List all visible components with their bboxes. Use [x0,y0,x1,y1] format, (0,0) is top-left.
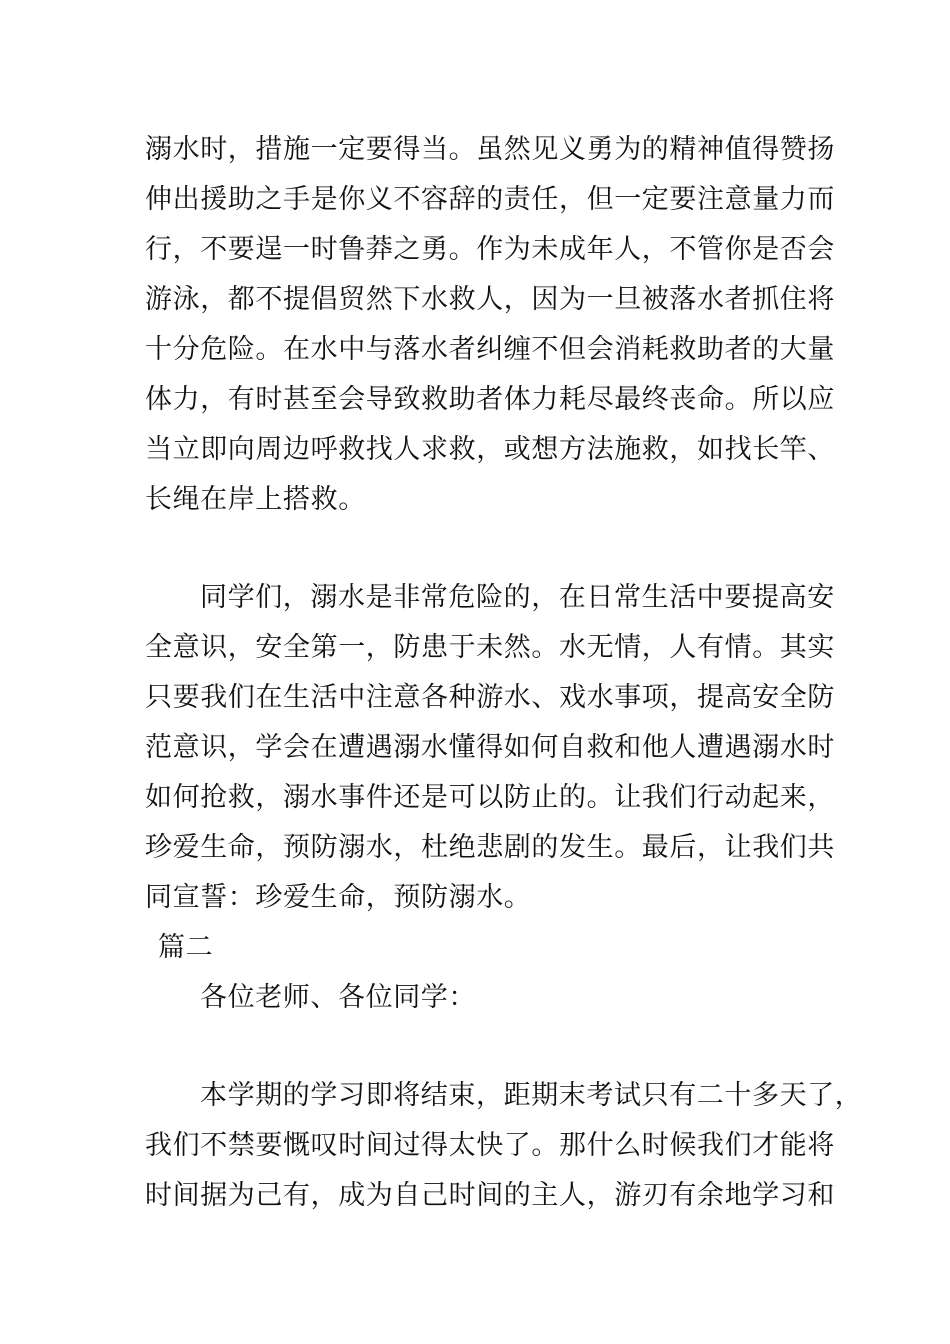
text-line: 伸出援助之手是你义不容辞的责任，但一定要注意量力而 [145,184,835,215]
text-line: 当立即向周边呼救找人求救，或想方法施救，如找长竿、 [145,434,835,465]
text-line: 全意识，安全第一，防患于未然。水无情，人有情。其实 [145,632,835,663]
text-line: 范意识，学会在遭遇溺水懂得如何自救和他人遭遇溺水时 [145,732,835,763]
text-line: 行，不要逞一时鲁莽之勇。作为未成年人，不管你是否会 [145,234,835,265]
text-line: 时间据为己有，成为自己时间的主人，游刃有余地学习和 [145,1180,835,1211]
text-line: 我们不禁要慨叹时间过得太快了。那什么时候我们才能将 [145,1130,835,1161]
text-line: 长绳在岸上搭救。 [145,484,366,515]
text-line: 本学期的学习即将结束，距期末考试只有二十多天了， [200,1080,863,1111]
text-line: 珍爱生命，预防溺水，杜绝悲剧的发生。最后，让我们共 [145,832,835,863]
text-line: 十分危险。在水中与落水者纠缠不但会消耗救助者的大量 [145,334,835,365]
text-line: 体力，有时甚至会导致救助者体力耗尽最终丧命。所以应 [145,384,835,415]
text-line: 溺水时，措施一定要得当。虽然见义勇为的精神值得赞扬 [145,134,835,165]
section-heading: 篇二 [158,932,214,963]
text-line: 游泳，都不提倡贸然下水救人，因为一旦被落水者抓住将 [145,284,835,315]
text-line: 如何抢救，溺水事件还是可以防止的。让我们行动起来， [145,782,835,813]
text-line: 只要我们在生活中注意各种游水、戏水事项，提高安全防 [145,682,835,713]
salutation: 各位老师、各位同学： [200,982,476,1013]
text-line: 同学们，溺水是非常危险的，在日常生活中要提高安 [200,582,835,613]
text-line: 同宣誓：珍爱生命，预防溺水。 [145,882,532,913]
